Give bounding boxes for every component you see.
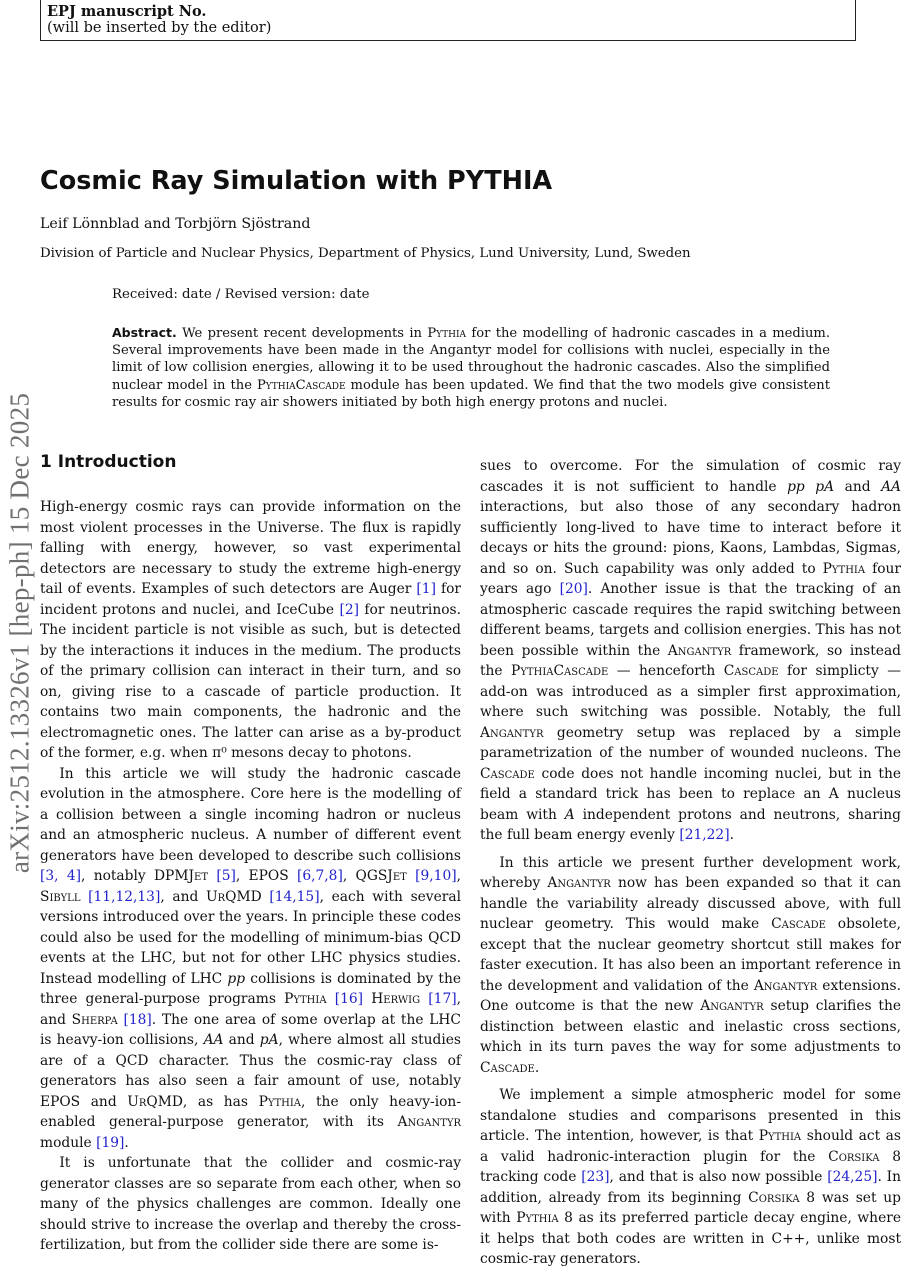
body-text: In this article we will study the hadronic cascade evolution in the atmosphere. Core here is the modelling of a collision between a single incoming hadron or nucleus and an atmospheric nucleus. A number of different event generators have been developed to describe such collisions [40, 765, 461, 864]
program-name: Herwig [371, 991, 421, 1007]
body-text: should act as a valid hadronic-interaction plugin for the [480, 1128, 901, 1165]
math-symbol: pp [787, 478, 805, 495]
citation-link[interactable]: [2] [339, 601, 359, 618]
body-text: , and [160, 888, 206, 905]
body-text: framework, so instead the [480, 642, 901, 679]
paragraph [40, 497, 461, 764]
body-text: , and that is also now possible [609, 1169, 828, 1185]
paper-affiliation: Division of Particle and Nuclear Physics, Department of Physics, Lund University, Lund, Sweden [40, 246, 691, 261]
body-text: and [223, 1032, 260, 1048]
citation-link[interactable]: [20] [559, 581, 588, 597]
body-text: High-energy cosmic rays can provide information on the most violent processes in the Universe. The flux is rapidly falling with energy, however, so vast experimental detectors are necessary to study the extreme high-energy tail of events. Examples of such detectors are Auger [40, 499, 461, 597]
program-name: Corsika [828, 1148, 880, 1165]
paragraph [480, 1085, 901, 1270]
paragraph [40, 764, 461, 1154]
abstract-text: for the modelling of hadronic cascades in a medium. Several improvements have been made in the Angantyr model for collisions with nuclei, especially in the limit of low collision energies, allowing it to be used throughout the hadronic cascades. Also the simplified nuclear model in the [112, 326, 830, 393]
program-name: Angantyr [667, 642, 732, 659]
body-text: , the only heavy-ion-enabled general-purpose generator, with its [40, 1093, 461, 1130]
body-text: , each with several versions introduced over the years. In principle these codes could also be used for the modelling of minimum-bias QCD events at the LHC, but not for other LHC physics studies. Instead modelling of LHC [40, 888, 462, 987]
body-text [327, 991, 335, 1007]
body-text: for incident protons and nuclei, and IceCube [40, 581, 461, 618]
citation-link[interactable]: [9,10] [415, 868, 457, 884]
body-text: for neutrinos. The incident particle is not visible as such, but is detected by the interactions it induces in the medium. The products of the primary collision can interact in their turn, and so on, giving rise to a cascade of particle production. It contains two main components, the hadronic and the electromagnetic ones. The latter can arise as a by-product of the former, e.g. when [40, 601, 461, 761]
body-text: et [392, 868, 407, 884]
body-text: . [729, 827, 734, 843]
math-symbol: pA [259, 1032, 279, 1048]
body-text: In this article we present further development work, whereby [480, 854, 901, 891]
abstract-text: We present recent developments in [176, 326, 428, 341]
body-text: , [456, 868, 462, 884]
citation-link[interactable]: [24,25] [827, 1169, 878, 1185]
abstract-label: Abstract. [112, 325, 177, 340]
citation-link[interactable]: [21,22] [679, 827, 730, 843]
program-name: Pythia [516, 1210, 559, 1226]
body-text: geometry setup was replaced by a simple parametrization of the number of wounded nucleons. The [480, 724, 901, 761]
program-name: Angantyr [753, 977, 818, 994]
citation-link[interactable]: [5] [216, 868, 236, 884]
program-name: Pythia [284, 991, 327, 1007]
math-symbol: π⁰ [212, 745, 227, 761]
paper-authors: Leif Lönnblad and Torbjörn Sjöstrand [40, 216, 311, 232]
program-name: Cascade [723, 663, 779, 679]
body-text: 8 was set up with [480, 1189, 901, 1226]
program-name: Pythia [758, 1128, 802, 1144]
body-text: . [534, 1059, 540, 1076]
body-text: 8 as its preferred particle decay engine, where it helps that both codes are written in C++, unlike most cosmic-ray generators. [480, 1210, 901, 1267]
abstract-text: module has been updated. We find that the two models give consistent results for cosmic ray air showers initiated by both high energy protons and nuclei. [112, 377, 830, 410]
abstract-term: Pythia [427, 326, 467, 341]
program-name: Corsika [748, 1189, 800, 1206]
journal-header-line1: EPJ manuscript No. [47, 3, 207, 20]
program-name: PythiaCascade [511, 663, 609, 679]
body-text: . [124, 1134, 129, 1151]
paragraph [480, 456, 901, 846]
body-text: . Another issue is that the tracking of an atmospheric cascade requires the rapid switching between different beams, targets and collision energies. This has not been possible within the [480, 581, 901, 659]
program-name: UrQMD [127, 1093, 183, 1110]
body-text: setup clarifies the distinction between elastic and inelastic cross sections, which in its turn paves the way for some adjustments to [480, 998, 901, 1055]
body-text: , notably DPMJ [81, 868, 195, 884]
body-text: module [40, 1134, 97, 1151]
right-column [480, 456, 901, 1270]
left-column [40, 497, 461, 1256]
program-name: Pythia [822, 560, 866, 577]
program-name: Pythia [258, 1093, 302, 1110]
body-text: extensions. One outcome is that the new [480, 977, 901, 1014]
program-name: Cascade [480, 765, 535, 782]
program-name: Cascade [480, 1059, 535, 1076]
body-text: and [834, 478, 882, 495]
body-text: , as has [182, 1093, 259, 1110]
program-name: Sherpa [71, 1011, 118, 1028]
math-symbol: AA [881, 478, 901, 495]
citation-link[interactable]: [14,15] [269, 888, 320, 905]
program-name: Angantyr [700, 998, 764, 1014]
body-text: , and [40, 991, 462, 1028]
body-text [407, 868, 415, 884]
body-text: for simplicty — add-on was introduced as a simpler first approximation, where such switching was possible. Notably, the full [480, 663, 901, 720]
arxiv-identifier[interactable]: arXiv:2512.13326v1 [hep-ph] 15 Dec 2025 [4, 392, 35, 874]
citation-link[interactable]: [16] [334, 991, 364, 1007]
program-name: Angantyr [547, 875, 611, 891]
citation-link[interactable]: [1] [416, 581, 436, 597]
math-symbol: pp [227, 970, 246, 987]
body-text: . The one area of some overlap at the LHC is heavy-ion collisions, [40, 1011, 461, 1048]
body-text: , QGSJ [342, 868, 393, 884]
math-symbol: A [564, 806, 575, 823]
citation-link[interactable]: [23] [581, 1169, 610, 1185]
paragraph: It is unfortunate that the collider and cosmic-ray generator classes are so separate from each other, when so many of the physics challenges are common. Ideally one should strive to increase the overlap and thereby the cross-fertilization, but from the collider side there are some is- [40, 1155, 461, 1253]
body-text: , where almost all studies are of a QCD character. Thus the cosmic-ray class of generators has also seen a fair amount of use, notably EPOS and [40, 1032, 461, 1110]
paragraph [480, 853, 901, 1079]
citation-link[interactable]: [11,12,13] [88, 888, 161, 905]
section-heading-introduction: 1 Introduction [40, 452, 177, 472]
abstract [112, 324, 830, 411]
body-text: sues to overcome. For the simulation of cosmic ray cascades it is not sufficient to handle [480, 458, 901, 495]
body-text: mesons decay to photons. [226, 745, 412, 761]
body-text [80, 889, 88, 905]
citation-link[interactable]: [3, 4] [40, 868, 82, 884]
journal-header-line2: (will be inserted by the editor) [47, 20, 272, 36]
program-name: Angantyr [480, 724, 544, 741]
body-text: obsolete, except that the nuclear geometry shortcut still makes for faster execution. It has also been an important reference in the development and validation of the [480, 916, 901, 994]
arxiv-sidebar [0, 318, 43, 948]
body-text: four years ago [480, 560, 901, 597]
body-text: collisions is dominated by the three general-purpose programs [40, 970, 462, 1007]
math-symbol: pA [815, 478, 835, 495]
body-text: We implement a simple atmospheric model for some standalone studies and comparisons presented in this article. The intention, however, is that [480, 1087, 901, 1144]
citation-link[interactable]: [6,7,8] [296, 868, 343, 884]
body-text: code does not handle incoming nuclei, but in the field a standard trick has been to replace an A nucleus beam with [480, 765, 901, 823]
body-text: — henceforth [608, 663, 724, 679]
program-name: UrQMD [205, 888, 262, 905]
program-name: Cascade [771, 916, 826, 932]
body-text: , EPOS [235, 868, 297, 884]
body-text: now has been expanded so that it can handle the variability already discussed above, with full nuclear geometry. This would make [480, 875, 901, 932]
abstract-term: PythiaCascade [257, 377, 346, 393]
body-text: et [194, 868, 208, 884]
math-symbol: AA [203, 1032, 224, 1048]
journal-header-box [40, 0, 856, 41]
paper-title: Cosmic Ray Simulation with PYTHIA [40, 166, 553, 196]
program-name: Sibyll [40, 888, 81, 905]
received-line: Received: date / Revised version: date [112, 287, 370, 302]
citation-link[interactable]: [17] [428, 991, 457, 1007]
citation-link[interactable]: [19] [96, 1134, 125, 1151]
body-text: 8 tracking code [480, 1148, 901, 1185]
body-text: independent protons and neutrons, sharing the full beam energy evenly [480, 806, 901, 843]
body-text: interactions, but also those of any secondary hadron sufficiently long-lived to have time to interact before it decays or hits the ground: pions, Kaons, Lambdas, Sigmas, and so on. Such capability was only added to [480, 499, 901, 577]
citation-link[interactable]: [18] [123, 1011, 152, 1028]
body-text: . In addition, already from its beginning [480, 1169, 901, 1206]
program-name: Angantyr [397, 1114, 461, 1130]
